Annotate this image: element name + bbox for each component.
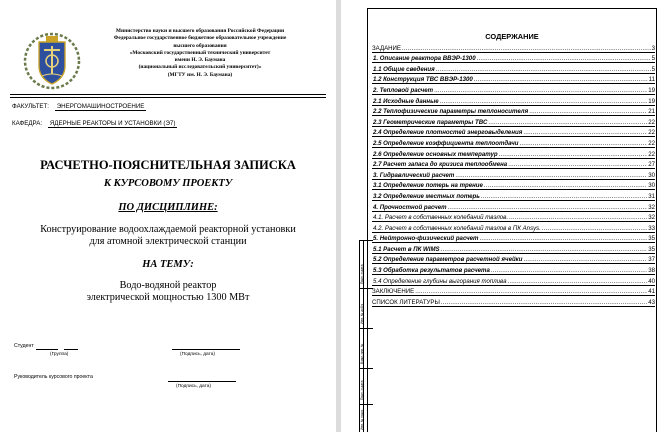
toc-entry-title: ЗАДАНИЕ — [372, 44, 401, 52]
toc-entry-title: 4.1. Расчет в собственных колебаний твэлов. — [373, 214, 509, 222]
group-caption: (Группа) — [50, 352, 69, 357]
toc-dot-leader — [474, 76, 648, 83]
toc-entry-page: 19 — [648, 97, 655, 105]
toc-entry-title: СПИСОК ЛИТЕРАТУРЫ — [372, 298, 440, 306]
document-title: РАСЧЕТНО-ПОЯСНИТЕЛЬНАЯ ЗАПИСКА — [40, 158, 296, 172]
toc-entry[interactable] — [372, 53, 655, 64]
toc-entry[interactable] — [372, 63, 655, 74]
toc-entry-title: 1.1 Общие сведения — [373, 65, 435, 73]
contents-list — [372, 42, 655, 307]
department-value: ЯДЕРНЫЕ РЕАКТОРЫ И УСТАНОВКИ (Э7) — [49, 120, 176, 127]
header-line: Федеральное государственное бюджетное образовательное учреждение — [113, 35, 287, 42]
toc-entry-page: 35 — [648, 245, 655, 253]
toc-dot-leader — [479, 235, 647, 242]
toc-entry-title: 2.4 Определение плотностей энерговыделения — [373, 129, 523, 137]
contents-title: СОДЕРЖАНИЕ — [485, 32, 539, 41]
toc-entry[interactable] — [372, 84, 655, 95]
toc-dot-leader — [448, 204, 648, 211]
toc-entry-page: 22 — [648, 129, 655, 137]
toc-entry-title: ЗАКЛЮЧЕНИЕ — [372, 288, 415, 296]
toc-entry[interactable] — [372, 190, 655, 201]
toc-entry-title: 1. Описание реактора ВВЭР-1300 — [373, 55, 476, 63]
frame-strip-label: Подп. и дата — [359, 380, 364, 400]
toc-entry-page: 30 — [648, 171, 655, 179]
header-divider — [10, 94, 326, 95]
toc-dot-leader — [499, 151, 648, 158]
toc-entry-page: 38 — [648, 267, 655, 275]
toc-entry-page: 22 — [648, 118, 655, 126]
toc-entry-page: 11 — [648, 76, 655, 84]
frame-strip-label: Инв. № дубл. — [359, 303, 364, 324]
supervisor-signature-line — [168, 381, 236, 382]
toc-entry-page: 19 — [648, 86, 655, 94]
student-signature-line — [172, 349, 240, 350]
contents-page — [341, 0, 666, 432]
theme-line-2: электрической мощностью 1300 МВт — [86, 292, 250, 303]
student-name-line — [36, 349, 58, 350]
toc-entry-title: 5.3 Обработка результатов расчета — [373, 267, 490, 275]
toc-entry-page: 5 — [651, 65, 655, 73]
toc-entry[interactable] — [372, 233, 655, 244]
toc-entry[interactable] — [372, 296, 655, 307]
toc-entry[interactable] — [372, 169, 655, 180]
toc-dot-leader — [508, 161, 647, 168]
toc-dot-leader — [507, 278, 647, 285]
toc-entry-title: 1.2 Конструкция ТВС ВВЭР-1300 — [373, 76, 473, 84]
toc-dot-leader — [415, 288, 647, 295]
toc-dot-leader — [491, 267, 647, 274]
header-line: (МГТУ им. Н. Э. Баумана) — [167, 71, 233, 78]
sign-date-caption-2: (Подпись, дата) — [176, 384, 212, 389]
header-line: (национальный исследовательский университет)» — [138, 64, 262, 71]
toc-entry[interactable] — [372, 106, 655, 117]
toc-dot-leader — [441, 246, 648, 253]
toc-entry-page: 5 — [651, 55, 655, 63]
frame-strip-divider — [359, 328, 373, 329]
toc-entry[interactable] — [372, 222, 655, 233]
toc-dot-leader — [484, 182, 647, 189]
toc-entry[interactable] — [372, 148, 655, 159]
frame-strip-divider — [359, 240, 373, 241]
toc-entry-title: 5.1 Расчет в ПК WIMS — [373, 245, 440, 253]
frame-strip-divider — [359, 368, 373, 369]
toc-entry-title: 2.2 Теплофизические параметры теплоносителя — [373, 108, 529, 116]
toc-entry-page: 32 — [648, 203, 655, 211]
discipline-label: ПО ДИСЦИПЛИНЕ: — [118, 202, 218, 213]
toc-dot-leader — [529, 108, 647, 115]
department-label: КАФЕДРА: — [12, 120, 43, 127]
toc-dot-leader — [455, 172, 647, 179]
toc-entry[interactable] — [372, 180, 655, 191]
toc-entry-title: 2.1 Исходные данные — [373, 97, 439, 105]
toc-entry-page: 30 — [648, 182, 655, 190]
toc-dot-leader — [441, 299, 647, 306]
toc-entry-title: 4.2. Расчет в собственных колебаний твэлов в ПК Ansys. — [373, 224, 541, 232]
toc-entry[interactable] — [372, 159, 655, 170]
toc-entry-page: 41 — [648, 288, 655, 296]
student-label: Студент — [14, 343, 34, 349]
frame-strip-label: Подп. и дата — [359, 264, 364, 284]
toc-entry-page: 43 — [648, 298, 655, 306]
toc-entry-title: 2.7 Расчет запаса до кризиса теплообмена — [373, 161, 508, 169]
frame-strip-divider — [359, 288, 373, 289]
toc-entry-title: 5.4 Определение глубины выгорания топлива — [373, 277, 507, 285]
supervisor-label: Руководитель курсового проекта — [14, 374, 93, 380]
document-subtitle: К КУРСОВОМУ ПРОЕКТУ — [103, 178, 233, 189]
toc-entry-page: 31 — [648, 192, 655, 200]
header-line: «Московский государственный технический университет — [129, 49, 271, 56]
faculty-label: ФАКУЛЬТЕТ: — [12, 103, 49, 110]
toc-entry-title: 2.6 Определение основных температур — [373, 150, 498, 158]
toc-entry-page: 33 — [648, 224, 655, 232]
toc-entry-title: 4. Прочностной расчет — [373, 203, 447, 211]
toc-dot-leader — [477, 55, 651, 62]
toc-entry-title: 3.1 Определение потерь на трение — [373, 182, 483, 190]
university-header — [88, 28, 312, 79]
toc-entry[interactable] — [372, 127, 655, 138]
frame-strip-label: Взам. инв. № — [359, 343, 364, 364]
discipline-line-1: Конструирование водоохлаждаемой реакторной установки — [40, 224, 296, 235]
toc-entry-page: 32 — [648, 214, 655, 222]
toc-entry-title: 2. Тепловой расчет — [373, 86, 434, 94]
toc-entry-page: 21 — [648, 108, 655, 116]
toc-dot-leader — [440, 98, 648, 105]
toc-dot-leader — [524, 256, 648, 263]
toc-dot-leader — [523, 129, 647, 136]
header-line: имени Н. Э. Баумана — [174, 57, 226, 64]
toc-entry-page: 27 — [648, 161, 655, 169]
toc-entry-title: 5. Нейтронно-физический расчет — [373, 235, 479, 243]
toc-dot-leader — [434, 87, 647, 94]
toc-dot-leader — [520, 140, 648, 147]
toc-dot-leader — [509, 214, 647, 221]
toc-entry[interactable] — [372, 42, 655, 53]
theme-line-1: Водо-водяной реактор — [119, 280, 217, 291]
toc-entry[interactable] — [372, 137, 655, 148]
theme-label: НА ТЕМУ: — [142, 259, 194, 270]
toc-dot-leader — [542, 225, 647, 232]
toc-entry[interactable] — [372, 201, 655, 212]
discipline-line-2: для атомной электрической станции — [89, 236, 247, 247]
toc-entry-title: 5.2 Определение параметров расчетной ячейки — [373, 256, 523, 264]
toc-entry[interactable] — [372, 243, 655, 254]
header-line: Министерство науки и высшего образования Российской Федерации — [115, 28, 285, 34]
toc-entry-page: 35 — [648, 235, 655, 243]
header-divider-thin — [10, 97, 326, 98]
toc-entry-title: 3.2 Определение местных потерь — [373, 192, 480, 200]
toc-entry-page: 22 — [648, 139, 655, 147]
toc-entry[interactable] — [372, 212, 655, 223]
toc-entry-title: 2.3 Геометрические параметры ТВС — [373, 118, 488, 126]
department-field — [12, 120, 177, 128]
faculty-field — [12, 103, 146, 111]
toc-entry-title: 2.5 Определение коэффициента теплоотдачи — [373, 139, 519, 147]
toc-entry-page: 3 — [651, 44, 655, 52]
toc-entry[interactable] — [372, 74, 655, 85]
toc-entry-title: 3. Гидравлический расчет — [373, 171, 455, 179]
toc-dot-leader — [402, 45, 651, 52]
toc-entry[interactable] — [372, 275, 655, 286]
toc-entry-page: 40 — [648, 277, 655, 285]
frame-strip-label: Инв. № подл. — [359, 409, 364, 430]
group-line — [64, 349, 78, 350]
toc-dot-leader — [436, 66, 651, 73]
faculty-value: ЭНЕРГОМАШИНОСТРОЕНИЕ — [56, 103, 145, 110]
university-crest-icon — [20, 28, 84, 92]
frame-strip-divider — [359, 404, 373, 405]
toc-entry[interactable] — [372, 116, 655, 127]
toc-entry-page: 37 — [648, 256, 655, 264]
toc-entry[interactable] — [372, 286, 655, 297]
header-line: высшего образования — [173, 42, 227, 49]
toc-entry[interactable] — [372, 95, 655, 106]
toc-dot-leader — [481, 193, 647, 200]
toc-entry-page: 22 — [648, 150, 655, 158]
toc-entry[interactable] — [372, 254, 655, 265]
toc-entry[interactable] — [372, 264, 655, 275]
sign-date-caption: (Подпись, дата) — [180, 352, 216, 357]
toc-dot-leader — [488, 119, 647, 126]
